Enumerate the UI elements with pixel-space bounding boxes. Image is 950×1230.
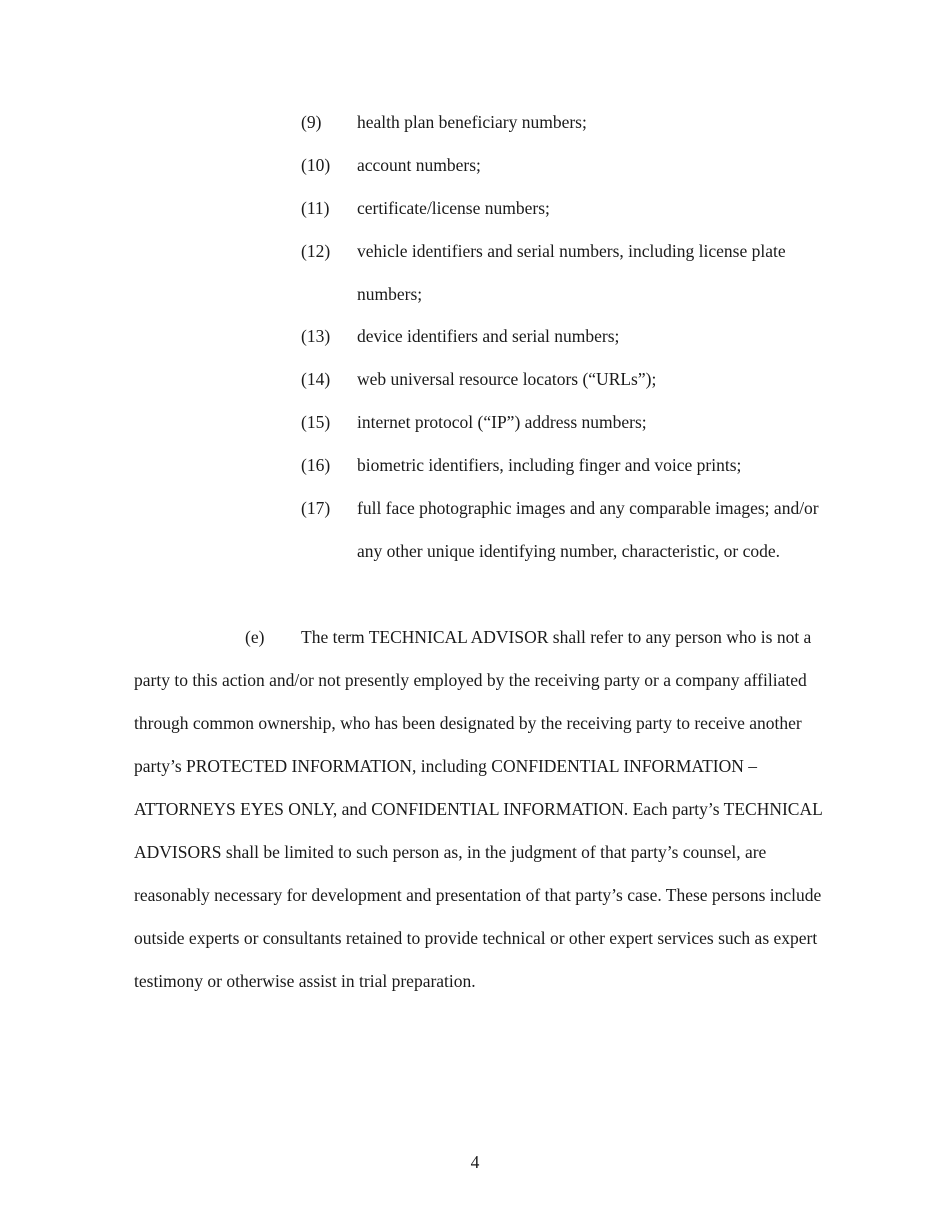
list-item xyxy=(301,187,831,230)
list-item xyxy=(301,315,831,358)
list-item xyxy=(301,230,831,316)
list-item-number: (15) xyxy=(301,412,331,432)
list-item xyxy=(301,101,831,144)
list-item-text: vehicle identifiers and serial numbers, including license plate numbers; xyxy=(357,241,786,304)
paragraph-label: (e) xyxy=(245,627,265,647)
list-item-number: (12) xyxy=(301,241,331,261)
list-item-number: (9) xyxy=(301,112,322,132)
list-item-text: biometric identifiers, including finger and voice prints; xyxy=(357,455,742,475)
list-item-text: device identifiers and serial numbers; xyxy=(357,326,620,346)
list-item xyxy=(301,487,831,573)
paragraph-e xyxy=(134,616,824,1003)
list-item xyxy=(301,401,831,444)
list-item-text: health plan beneficiary numbers; xyxy=(357,112,587,132)
list-item-number: (11) xyxy=(301,198,330,218)
list-item xyxy=(301,144,831,187)
list-item-number: (16) xyxy=(301,455,331,475)
list-item-text: account numbers; xyxy=(357,155,481,175)
page-number: 4 xyxy=(470,1152,480,1172)
list-item-text: certificate/license numbers; xyxy=(357,198,550,218)
list-item-text: internet protocol (“IP”) address numbers; xyxy=(357,412,647,432)
list-item-number: (17) xyxy=(301,498,331,518)
list-item-number: (14) xyxy=(301,369,331,389)
list-item-text: web universal resource locators (“URLs”); xyxy=(357,369,657,389)
paragraph-text: The term TECHNICAL ADVISOR shall refer to any person who is not a party to this action and/or not presently employed by the receiving party or a company affiliated through common ownership, who has been designated by the receiving party to receive another party’s PROTECTED INFORMATION, including CONFIDENTIAL INFORMATION – ATTORNEYS EYES ONLY, and CONFIDENTIAL INFORMATION. Each party’s TECHNICAL ADVISORS shall be limited to such person as, in the judgment of that party’s counsel, are reasonably necessary for development and presentation of that party’s case. These persons include outside experts or consultants retained to provide technical or other expert services such as expert testimony or otherwise assist in trial preparation. xyxy=(134,627,823,991)
list-item xyxy=(301,358,831,401)
list-item-number: (10) xyxy=(301,155,331,175)
list-item xyxy=(301,444,831,487)
list-item-number: (13) xyxy=(301,326,331,346)
list-item-text: full face photographic images and any comparable images; and/or any other unique identifying number, characteristic, or code. xyxy=(357,498,819,561)
